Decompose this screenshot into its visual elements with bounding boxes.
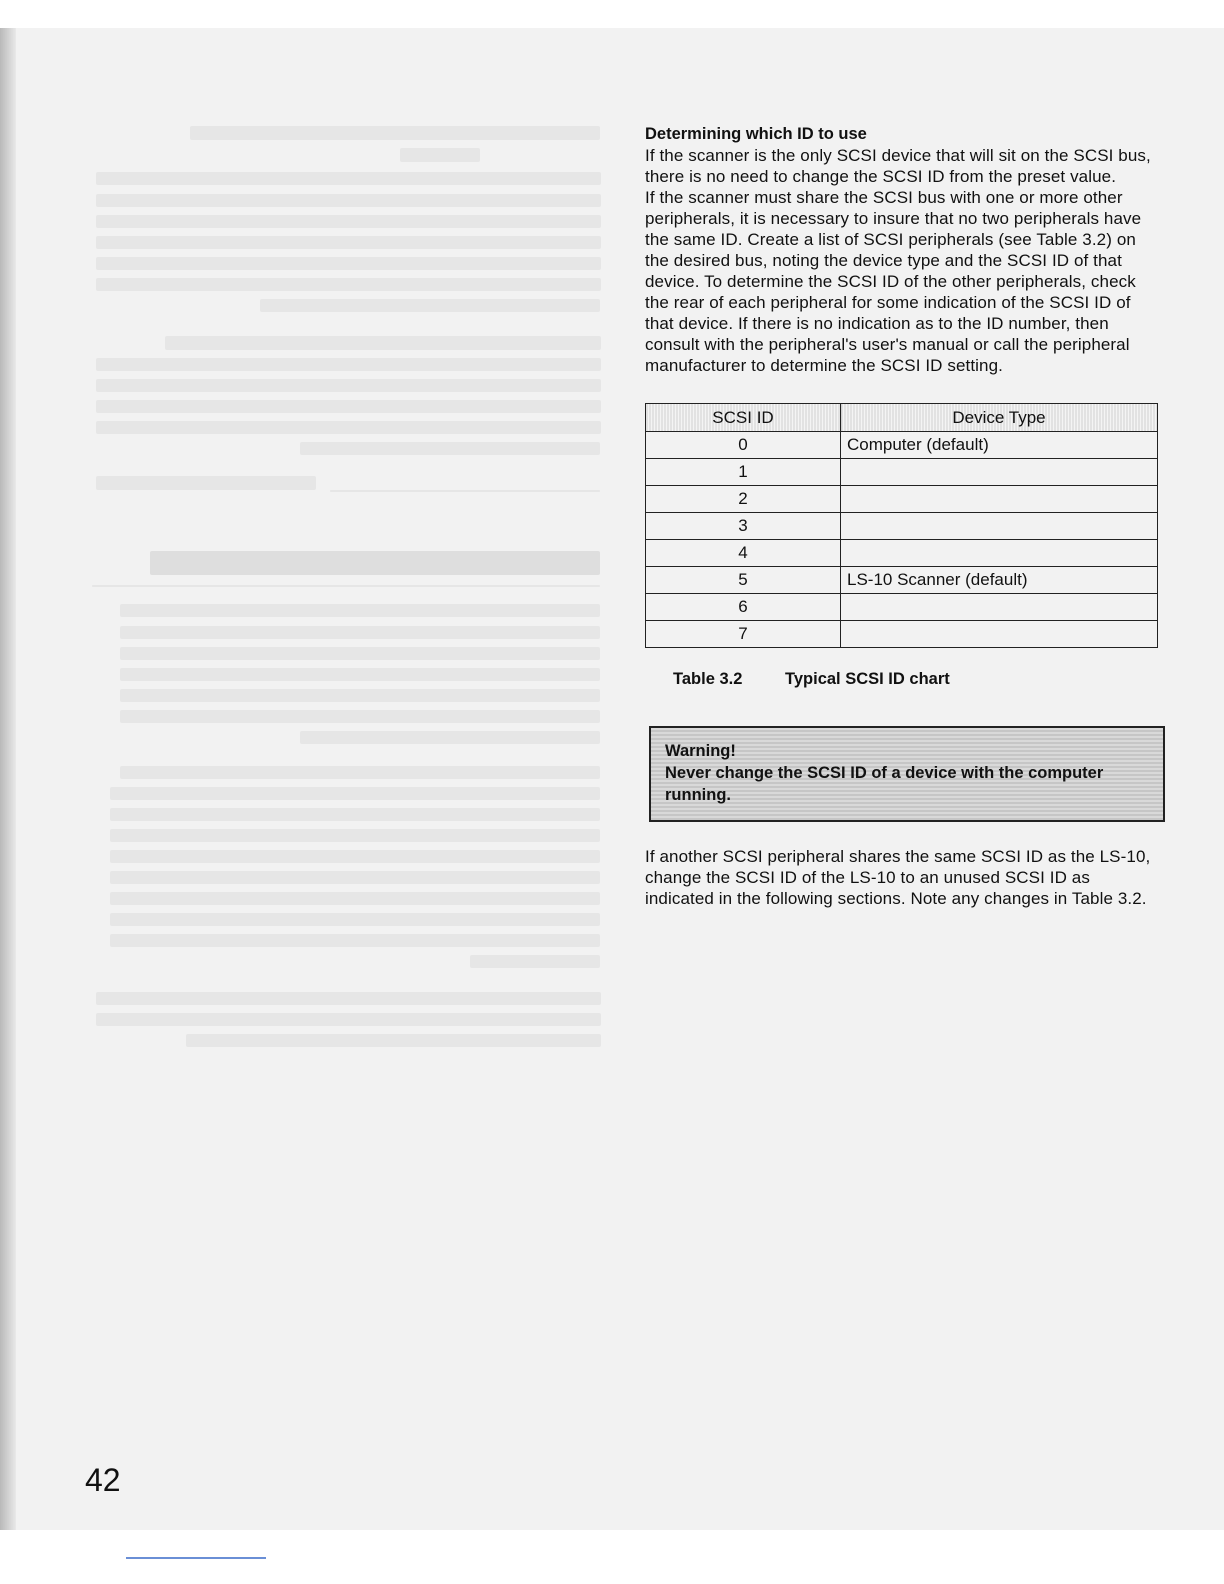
table-row — [646, 594, 1158, 621]
device-type-cell — [841, 540, 1158, 567]
warning-title: Warning! — [665, 742, 736, 760]
paragraph-conflict: If another SCSI peripheral shares the same SCSI ID as the LS-10, change the SCSI ID of the LS-10 to an unused SCSI ID as indicated in the following sections. Note any changes in Table 3.2. — [645, 847, 1151, 908]
table-caption-number: Table 3.2 — [673, 670, 743, 688]
table-header-row — [646, 404, 1158, 432]
device-type-cell — [841, 459, 1158, 486]
scsi-id-cell: 4 — [646, 540, 841, 567]
table-caption-text: Typical SCSI ID chart — [785, 670, 950, 688]
scsi-id-cell: 7 — [646, 621, 841, 648]
table-row — [646, 486, 1158, 513]
scsi-id-cell: 0 — [646, 432, 841, 459]
scsi-id-cell: 1 — [646, 459, 841, 486]
scsi-id-cell: 5 — [646, 567, 841, 594]
main-content — [645, 124, 1157, 909]
paragraph-single-device: If the scanner is the only SCSI device that will sit on the SCSI bus, there is no need to change the SCSI ID from the preset value. — [645, 146, 1151, 186]
scsi-id-table — [645, 403, 1158, 648]
table-row — [646, 459, 1158, 486]
table-row — [646, 621, 1158, 648]
binding-shadow — [0, 28, 16, 1530]
bottom-rule — [126, 1557, 266, 1559]
table-caption — [673, 670, 1157, 689]
paragraph-shared-bus: If the scanner must share the SCSI bus with one or more other peripherals, it is necessary to insure that no two peripherals have the same ID. Create a list of SCSI peripherals (see Table 3.2) on the desired bus, noting the device type and the SCSI ID of that device. To determine the SCSI ID of the other peripherals, check the rear of each peripheral for some indication of the SCSI ID of that device. If there is no indication as to the ID number, then consult with the peripheral's user's manual or call the peripheral manufacturer to determine the SCSI ID setting. — [645, 188, 1142, 375]
device-type-cell: Computer (default) — [841, 432, 1158, 459]
table-row — [646, 513, 1158, 540]
table-row — [646, 540, 1158, 567]
device-type-cell — [841, 621, 1158, 648]
scsi-id-cell: 2 — [646, 486, 841, 513]
device-type-cell — [841, 513, 1158, 540]
warning-text: Never change the SCSI ID of a device with the computer running. — [665, 764, 1104, 804]
device-type-cell: LS-10 Scanner (default) — [841, 567, 1158, 594]
table-row — [646, 432, 1158, 459]
warning-box — [649, 726, 1165, 822]
column-header-device-type: Device Type — [841, 404, 1158, 432]
device-type-cell — [841, 486, 1158, 513]
table-row — [646, 567, 1158, 594]
device-type-cell — [841, 594, 1158, 621]
page-number: 42 — [85, 1462, 121, 1498]
section-heading: Determining which ID to use — [645, 125, 867, 143]
scsi-id-cell: 3 — [646, 513, 841, 540]
scsi-id-cell: 6 — [646, 594, 841, 621]
column-header-scsi-id: SCSI ID — [646, 404, 841, 432]
